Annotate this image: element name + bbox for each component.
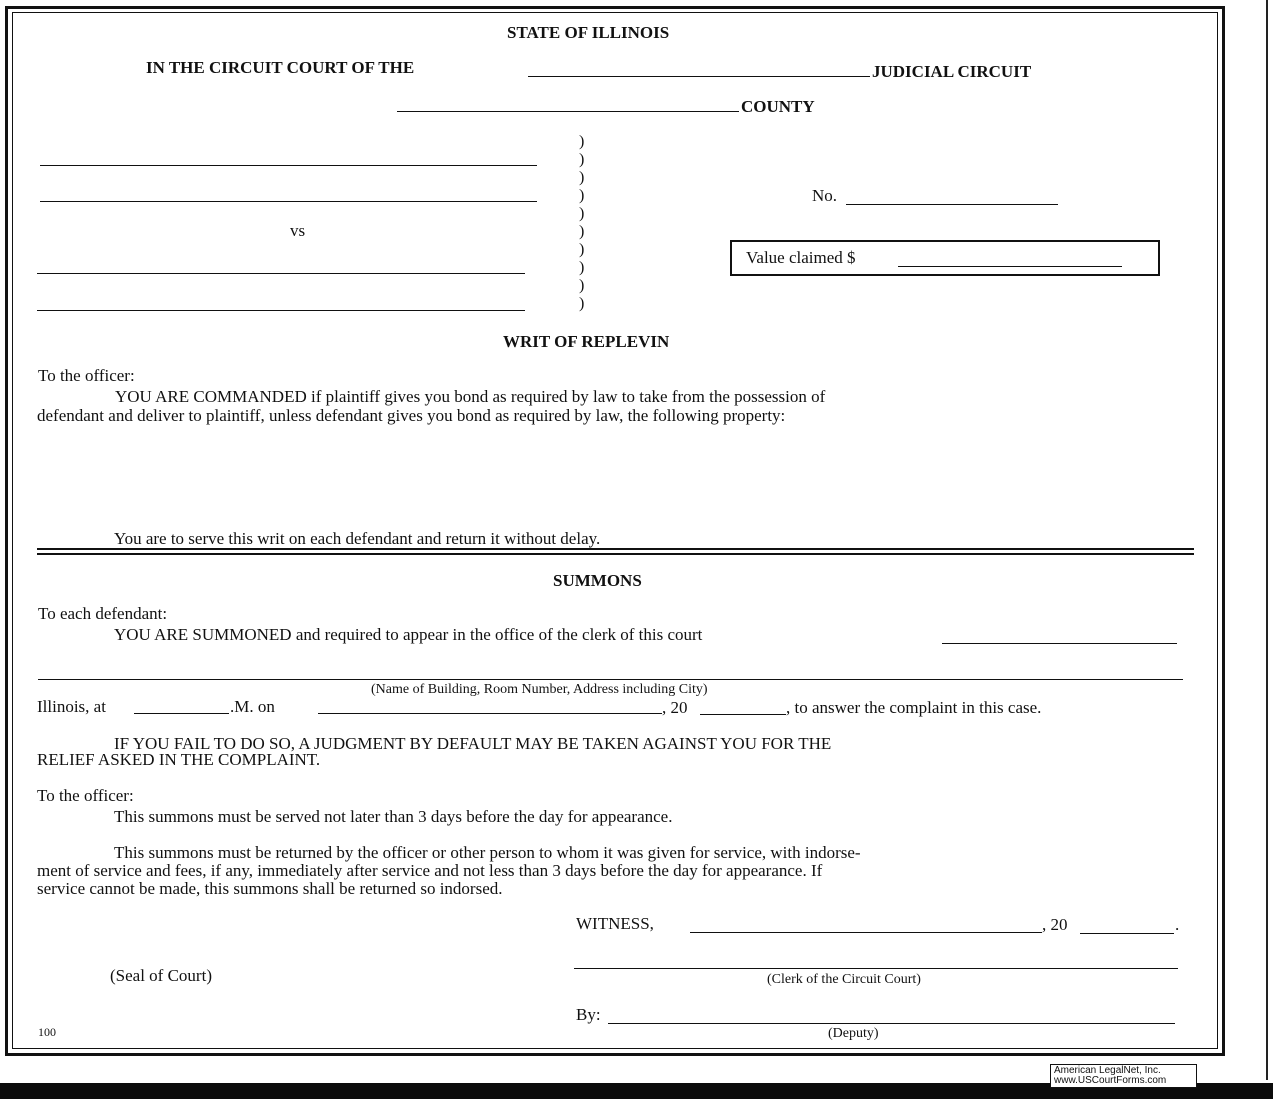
caption-paren: )	[579, 169, 585, 186]
default-warning-line-2: RELIEF ASKED IN THE COMPLAINT.	[37, 750, 321, 769]
caption-paren: )	[579, 295, 585, 312]
summons-title: SUMMONS	[553, 571, 642, 590]
vendor-name: American LegalNet, Inc.	[1054, 1065, 1161, 1076]
returned-line-1: This summons must be returned by the officer or other person to whom it was given for service, with indorse-	[114, 843, 861, 862]
judicial-circuit-label: JUDICIAL CIRCUIT	[872, 62, 1032, 81]
plaintiff-line-2[interactable]	[40, 201, 537, 202]
value-claimed-label: Value claimed $	[746, 248, 856, 267]
year-prefix-label: , 20	[662, 698, 688, 717]
witness-period: .	[1175, 915, 1180, 934]
illinois-at-label: Illinois, at	[37, 697, 106, 716]
appearance-date-blank[interactable]	[318, 713, 662, 714]
versus-label: vs	[290, 221, 306, 240]
caption-paren: )	[579, 133, 585, 150]
seal-of-court: (Seal of Court)	[110, 966, 212, 985]
appearance-year-blank[interactable]	[700, 714, 786, 715]
vendor-badge	[1050, 1064, 1197, 1088]
witness-date-blank[interactable]	[690, 932, 1042, 933]
clerk-caption: (Clerk of the Circuit Court)	[767, 972, 921, 987]
caption-paren: )	[579, 223, 585, 240]
m-on-label: .M. on	[230, 697, 275, 716]
section-divider	[37, 548, 1194, 550]
form-number: 100	[38, 1025, 56, 1039]
county-name-blank[interactable]	[397, 111, 739, 112]
court-prefix: IN THE CIRCUIT COURT OF THE	[146, 58, 415, 77]
plaintiff-line-1[interactable]	[40, 165, 537, 166]
answer-complaint-text: , to answer the complaint in this case.	[786, 698, 1042, 717]
defendant-line-2[interactable]	[37, 310, 525, 311]
served-deadline-line: This summons must be served not later than 3 days before the day for appearance.	[114, 807, 673, 826]
state-title: STATE OF ILLINOIS	[507, 23, 670, 42]
summons-to-officer: To the officer:	[37, 786, 134, 805]
caption-paren: )	[579, 187, 585, 204]
writ-command-line-2: defendant and deliver to plaintiff, unless defendant gives you bond as required by law, the following property:	[37, 406, 786, 425]
writ-to-officer: To the officer:	[38, 366, 135, 385]
case-number-blank[interactable]	[846, 204, 1058, 205]
defendant-line-1[interactable]	[37, 273, 525, 274]
deputy-signature-blank[interactable]	[608, 1023, 1175, 1024]
case-number-label: No.	[812, 186, 838, 205]
caption-paren: )	[579, 151, 585, 168]
default-warning-line-1: IF YOU FAIL TO DO SO, A JUDGMENT BY DEFAULT MAY BE TAKEN AGAINST YOU FOR THE	[114, 734, 832, 753]
address-blank[interactable]	[38, 679, 1183, 680]
address-caption: (Name of Building, Room Number, Address including City)	[371, 682, 708, 697]
caption-paren: )	[579, 241, 585, 258]
summons-to-defendant: To each defendant:	[38, 604, 168, 623]
returned-line-2: ment of service and fees, if any, immediately after service and not less than 3 days before the day for appearance. If	[37, 861, 823, 880]
scan-edge-mark	[1266, 0, 1268, 1080]
circuit-number-blank[interactable]	[528, 76, 870, 77]
section-divider	[37, 553, 1194, 555]
writ-serve-line: You are to serve this writ on each defendant and return it without delay.	[114, 529, 601, 548]
by-label: By:	[576, 1005, 601, 1024]
caption-paren: )	[579, 205, 585, 222]
clerk-signature-blank[interactable]	[574, 968, 1178, 969]
witness-year-prefix: , 20	[1042, 915, 1068, 934]
vendor-website: www.USCourtForms.com	[1054, 1075, 1167, 1086]
county-label: COUNTY	[741, 97, 815, 116]
caption-paren: )	[579, 277, 585, 294]
witness-year-blank[interactable]	[1080, 933, 1174, 934]
summoned-line: YOU ARE SUMMONED and required to appear in the office of the clerk of this court	[114, 625, 703, 644]
witness-label: WITNESS,	[576, 914, 654, 933]
writ-command-line-1: YOU ARE COMMANDED if plaintiff gives you bond as required by law to take from the possession of	[115, 387, 826, 406]
deputy-caption: (Deputy)	[828, 1026, 879, 1041]
value-claimed-blank[interactable]	[898, 266, 1122, 267]
caption-paren: )	[579, 259, 585, 276]
clerk-office-blank[interactable]	[942, 643, 1177, 644]
time-blank[interactable]	[134, 713, 229, 714]
writ-title: WRIT OF REPLEVIN	[503, 332, 670, 351]
returned-line-3: service cannot be made, this summons shall be returned so indorsed.	[37, 879, 503, 898]
